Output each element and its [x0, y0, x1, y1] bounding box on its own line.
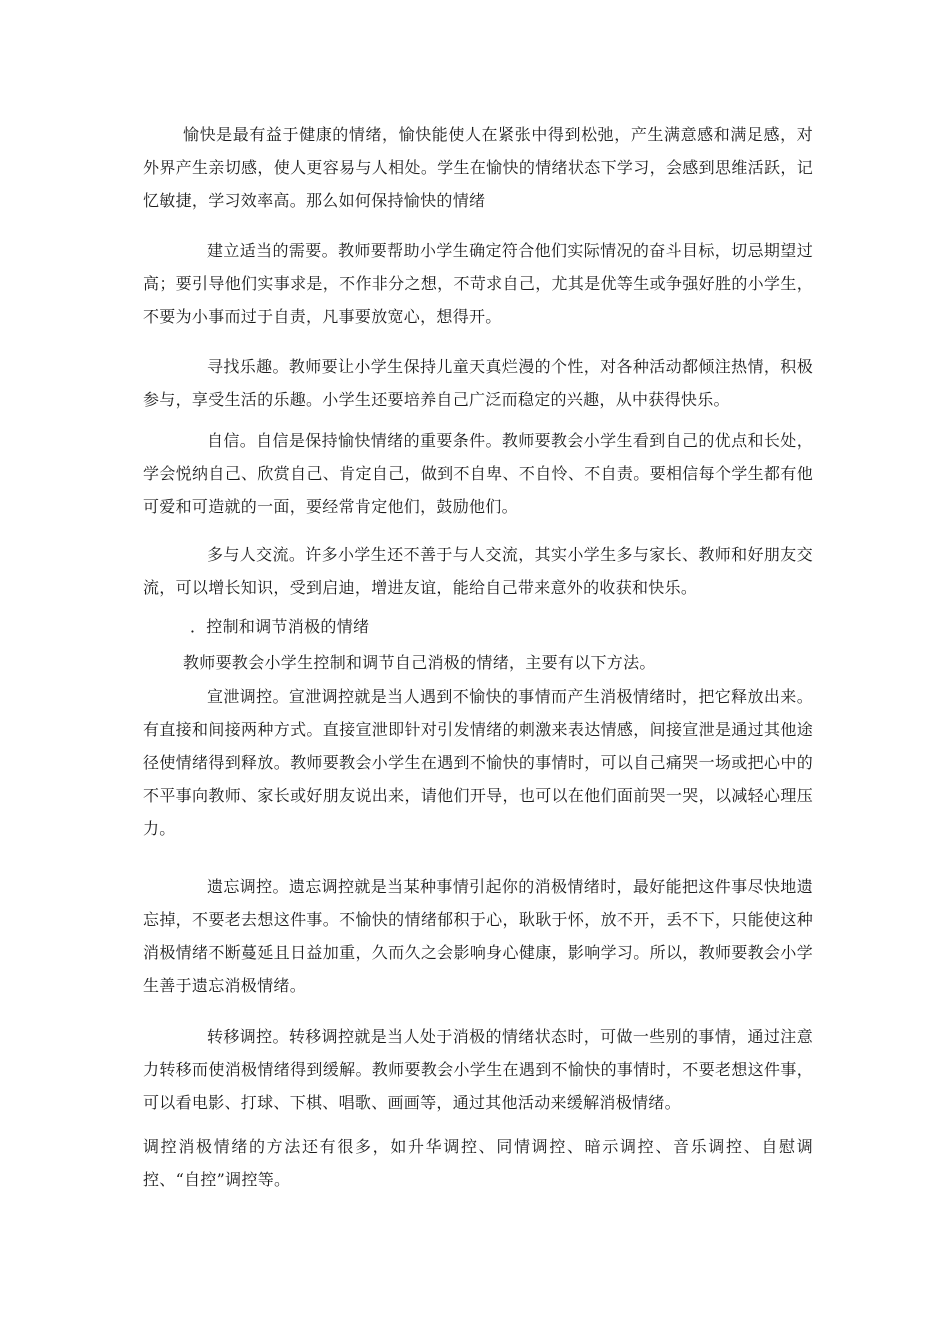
paragraph-other-methods: 调控消极情绪的方法还有很多，如升华调控、同情调控、暗示调控、音乐调控、自慰调控、“自控”调控等。: [143, 1137, 813, 1189]
paragraph-forgetting: 遗忘调控。遗忘调控就是当某种事情引起你的消极情绪时，最好能把这件事尽快地遗忘掉，不要老去想这件事。不愉快的情绪郁积于心，耿耿于怀，放不开，丢不下，只能使这种消极情绪不断蔓延且日益加重，久而久之会影响身心健康，影响学习。所以，教师要教会小学生善于遗忘消极情绪。: [143, 877, 813, 995]
paragraph-self-confidence: 自信。自信是保持愉快情绪的重要条件。教师要教会小学生看到自己的优点和长处，学会悦纳自己、欣赏自己、肯定自己，做到不自卑、不自怜、不自责。要相信每个学生都有他可爱和可造就的一面，要经常肯定他们，鼓励他们。: [143, 431, 813, 516]
paragraph-transfer: 转移调控。转移调控就是当人处于消极的情绪状态时，可做一些别的事情，通过注意力转移而使消极情绪得到缓解。教师要教会小学生在遇到不愉快的事情时，不要老想这件事，可以看电影、打球、下棋、唱歌、画画等，通过其他活动来缓解消极情绪。: [143, 1027, 813, 1112]
paragraph-methods-intro: 教师要教会小学生控制和调节自己消极的情绪，主要有以下方法。: [183, 653, 656, 672]
paragraph-communicate: 多与人交流。许多小学生还不善于与人交流，其实小学生多与家长、教师和好朋友交流，可以增长知识，受到启迪，增进友谊，能给自己带来意外的收获和快乐。: [143, 545, 813, 597]
paragraph-venting: 宣泄调控。宣泄调控就是当人遇到不愉快的事情而产生消极情绪时，把它释放出来。有直接和间接两种方式。直接宣泄即针对引发情绪的刺激来表达情感，间接宣泄是通过其他途径使情绪得到释放。教师要教会小学生在遇到不愉快的事情时，可以自己痛哭一场或把心中的不平事向教师、家长或好朋友说出来，请他们开导，也可以在他们面前哭一哭，以减轻心理压力。: [143, 687, 813, 838]
section-heading-control-negative: ．控制和调节消极的情绪: [190, 617, 370, 636]
paragraph-proper-needs: 建立适当的需要。教师要帮助小学生确定符合他们实际情况的奋斗目标，切忌期望过高；要引导他们实事求是，不作非分之想，不苛求自己，尤其是优等生或争强好胜的小学生，不要为小事而过于自责，凡事要放宽心，想得开。: [143, 241, 813, 326]
paragraph-joy-intro: 愉快是最有益于健康的情绪，愉快能使人在紧张中得到松弛，产生满意感和满足感，对外界产生亲切感，使人更容易与人相处。学生在愉快的情绪状态下学习，会感到思维活跃，记忆敏捷，学习效率高。那么如何保持愉快的情绪: [143, 125, 813, 210]
paragraph-find-fun: 寻找乐趣。教师要让小学生保持儿童天真烂漫的个性，对各种活动都倾注热情，积极参与，享受生活的乐趣。小学生还要培养自己广泛而稳定的兴趣，从中获得快乐。: [143, 357, 813, 409]
